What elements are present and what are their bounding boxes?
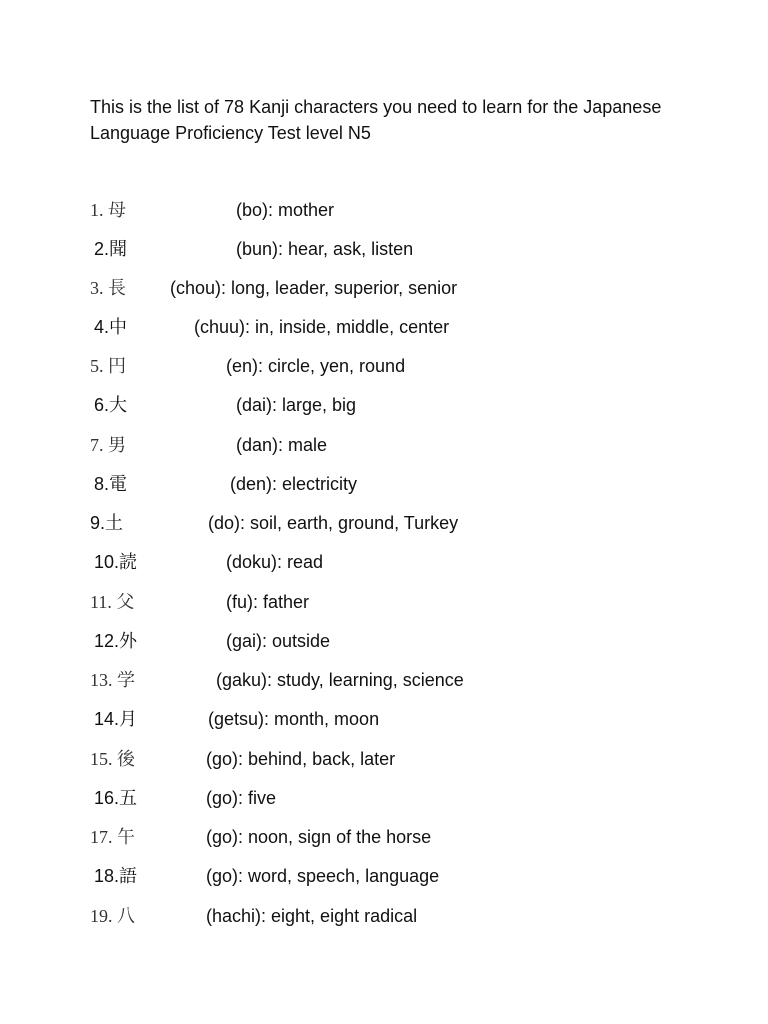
kanji-label	[94, 470, 127, 499]
kanji-definition: (go): five	[206, 788, 277, 808]
kanji-character: 中	[109, 317, 128, 338]
kanji-definition: (fu): father	[226, 592, 310, 612]
kanji-label	[90, 274, 126, 303]
item-number: 6.	[94, 395, 110, 415]
kanji-definition: (do): soil, earth, ground, Turkey	[208, 513, 459, 533]
kanji-character: 外	[119, 631, 138, 652]
kanji-definition: (getsu): month, moon	[208, 709, 380, 729]
kanji-character: 父	[116, 592, 135, 613]
item-number: 9.	[90, 513, 106, 533]
item-number: 10.	[94, 552, 120, 572]
kanji-label	[94, 784, 137, 813]
kanji-definition: (hachi): eight, eight radical	[206, 906, 418, 926]
kanji-label	[90, 745, 135, 774]
kanji-label	[90, 666, 135, 695]
kanji-label	[94, 862, 137, 891]
item-number: 12.	[94, 631, 120, 651]
kanji-character: 語	[119, 866, 138, 887]
kanji-label	[90, 352, 126, 381]
kanji-label	[90, 509, 123, 538]
kanji-definition: (gaku): study, learning, science	[216, 670, 464, 690]
item-number: 2.	[94, 239, 110, 259]
item-number: 8.	[94, 474, 110, 494]
kanji-definition: (gai): outside	[226, 631, 331, 651]
item-number: 4.	[94, 317, 110, 337]
item-number: 3.	[90, 278, 104, 298]
kanji-character: 円	[108, 356, 126, 377]
kanji-character: 学	[117, 670, 135, 691]
kanji-character: 母	[108, 200, 126, 221]
kanji-definition: (en): circle, yen, round	[226, 356, 406, 376]
item-number: 16.	[94, 788, 120, 808]
kanji-character: 聞	[109, 239, 128, 260]
kanji-label	[94, 391, 127, 420]
item-number: 5.	[90, 356, 104, 376]
item-number: 1.	[90, 200, 104, 220]
kanji-character: 月	[119, 709, 138, 730]
kanji-definition: (dan): male	[236, 435, 328, 455]
kanji-character: 八	[117, 906, 135, 927]
kanji-definition: (go): behind, back, later	[206, 749, 396, 769]
kanji-character: 午	[117, 827, 135, 848]
kanji-character: 後	[117, 749, 135, 770]
kanji-definition: (go): word, speech, language	[206, 866, 440, 886]
item-number: 15.	[90, 749, 113, 769]
kanji-character: 男	[108, 435, 126, 456]
kanji-character: 土	[105, 513, 124, 534]
item-number: 7.	[90, 435, 104, 455]
kanji-character: 大	[109, 395, 128, 416]
kanji-character: 読	[119, 552, 138, 573]
kanji-label	[94, 548, 137, 577]
kanji-character: 電	[109, 474, 128, 495]
kanji-label	[94, 235, 127, 264]
kanji-definition: (doku): read	[226, 552, 324, 572]
kanji-label	[90, 823, 135, 852]
item-number: 14.	[94, 709, 120, 729]
kanji-label	[90, 196, 126, 225]
kanji-definition: (chou): long, leader, superior, senior	[170, 278, 458, 298]
kanji-definition: (bun): hear, ask, listen	[236, 239, 414, 259]
kanji-label	[94, 313, 127, 342]
item-number: 17.	[90, 827, 113, 847]
item-number: 19.	[90, 906, 113, 926]
kanji-definition: (bo): mother	[236, 200, 335, 220]
kanji-character: 長	[108, 278, 126, 299]
kanji-character: 五	[119, 788, 138, 809]
kanji-label	[94, 627, 137, 656]
item-number: 18.	[94, 866, 120, 886]
kanji-label	[90, 431, 126, 460]
item-number: 11.	[90, 592, 112, 612]
kanji-definition: (chuu): in, inside, middle, center	[194, 317, 450, 337]
kanji-label	[90, 902, 135, 931]
kanji-definition: (den): electricity	[230, 474, 358, 494]
kanji-label	[94, 705, 137, 734]
kanji-label	[90, 588, 134, 617]
kanji-definition: (go): noon, sign of the horse	[206, 827, 432, 847]
intro-paragraph: This is the list of 78 Kanji characters you need to learn for the Japanese Language Proficiency Test level N5	[90, 97, 662, 143]
kanji-definition: (dai): large, big	[236, 395, 357, 415]
item-number: 13.	[90, 670, 113, 690]
